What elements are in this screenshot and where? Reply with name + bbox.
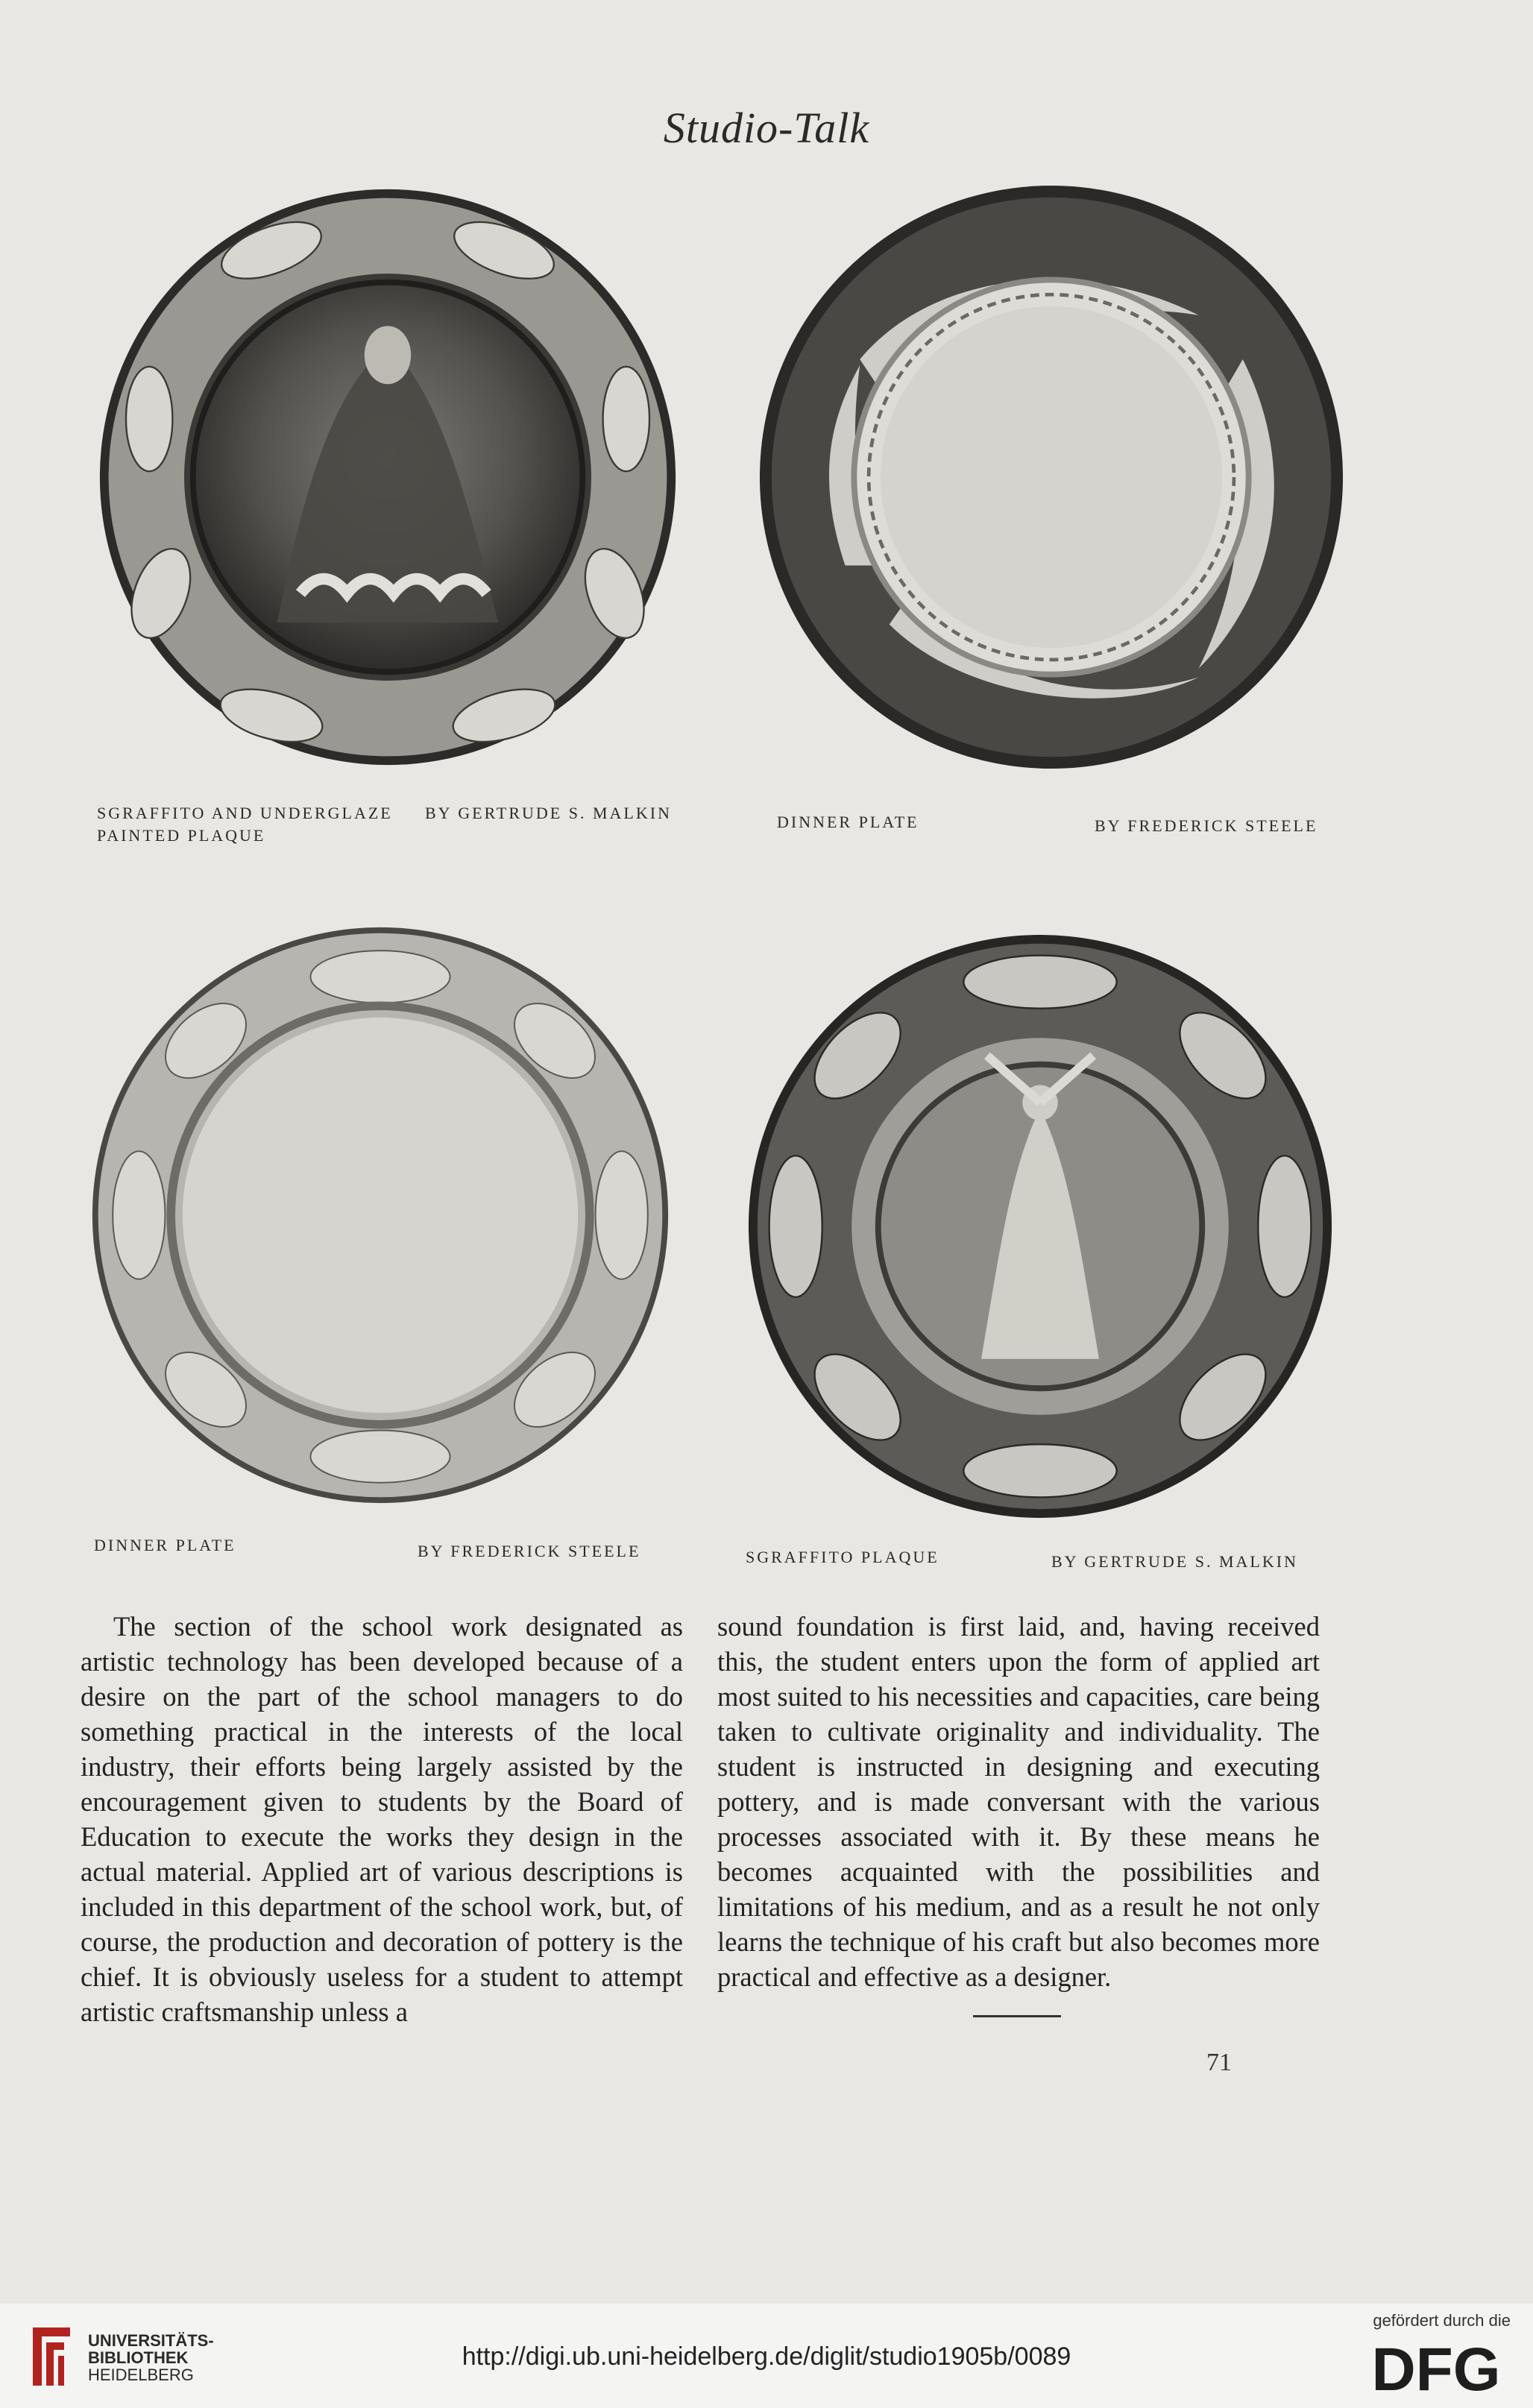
source-url-link[interactable]: http://digi.ub.uni-heidelberg.de/diglit/studio1905b/0089 xyxy=(462,2342,1071,2371)
library-name-line: HEIDELBERG xyxy=(88,2366,194,2384)
caption-line: PAINTED PLAQUE xyxy=(97,826,266,845)
paragraph: The section of the school work designated as artistic technology has been developed because of a desire on the part of the school managers to do something practical in the interests of the local industry, their efforts being largely assisted by the encouragement given to students by the Board of Education to execute the works they design in the actual material. Applied art of various descriptions is included in this department of the school work, but, of course, the production and decoration of pottery is the chief. It is obviously useless for a student to attempt artistic craftsmanship unless a xyxy=(81,1611,683,2027)
caption-top-right-credit: BY FREDERICK STEELE xyxy=(1095,816,1318,835)
dfg-logo-text: DFG xyxy=(1371,2336,1501,2399)
caption-bottom-right-credit: BY GERTRUDE S. MALKIN xyxy=(1051,1552,1298,1571)
paragraph: sound foundation is first laid, and, having received this, the student enters upon the form of applied art most suited to his necessities and capacities, care being taken to cultivate originality and individuality. The student is instructed in designing and executing pottery, and is made conversant with the various processes associated with it. By these means he becomes acquainted with the possibilities and limitations of his medium, and as a result he not only learns the technique of his craft but also becomes more practical and effective as a designer. xyxy=(717,1611,1320,1992)
caption-top-left-title xyxy=(97,802,393,847)
plaque-image-malkin-dancer xyxy=(746,932,1335,1521)
caption-bottom-left-title: DINNER PLATE xyxy=(94,1536,236,1554)
caption-bottom-left-credit: BY FREDERICK STEELE xyxy=(418,1542,641,1560)
caption-top-left-credit: BY GERTRUDE S. MALKIN xyxy=(425,804,672,822)
body-text-left-column xyxy=(81,1609,683,2029)
library-name-line: UNIVERSITÄTS- xyxy=(88,2331,214,2350)
caption-line: SGRAFFITO AND UNDERGLAZE xyxy=(97,804,393,822)
plaque-image-malkin-swans xyxy=(97,186,679,768)
dinner-plate-image-steele-bottom xyxy=(89,924,671,1506)
caption-bottom-right-title: SGRAFFITO PLAQUE xyxy=(746,1548,939,1566)
running-head: Studio-Talk xyxy=(663,104,870,152)
caption-top-right-title: DINNER PLATE xyxy=(777,813,919,831)
dinner-plate-image-steele-top xyxy=(757,183,1346,772)
library-name-line: BIBLIOTHEK xyxy=(88,2348,189,2367)
body-text-right-column xyxy=(717,1609,1320,1994)
section-end-rule xyxy=(973,2015,1061,2017)
page-number: 71 xyxy=(1206,2049,1232,2076)
funding-note: gefördert durch die xyxy=(1373,2311,1511,2330)
digitization-footer xyxy=(0,2304,1533,2408)
dfg-logo-icon xyxy=(1362,2335,1511,2399)
